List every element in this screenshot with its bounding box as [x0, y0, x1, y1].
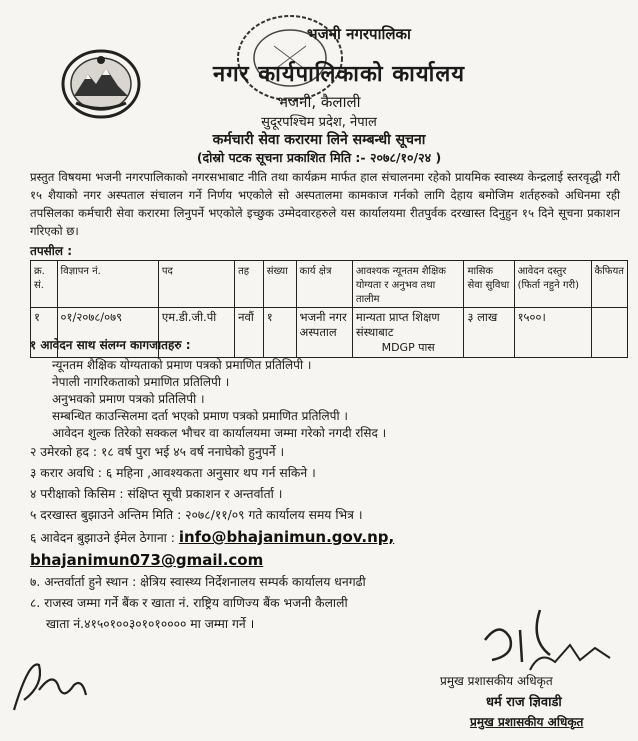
col-header-salary: मासिक सेवा सुविधा [464, 261, 514, 308]
table-header-row [31, 261, 628, 308]
cell-salary: ३ लाख [464, 308, 514, 358]
condition-interview: ७. अन्तर्वार्ता हुने स्थान : क्षेत्रिय स्वास्थ्य निर्देशनालय सम्पर्क कार्यालय धनगढी [30, 575, 366, 589]
docs-heading: १ आवेदन साथ संलग्न कागजातहरु : [30, 338, 191, 352]
org-name: भजनी नगरपालिका [307, 25, 411, 43]
condition-contract: ३ करार अवधि : ६ महिना ,आवश्यकता अनुसार थप गर्न सकिने । [30, 466, 316, 480]
col-header-level: तह [235, 261, 264, 308]
cell-level: नवौं [235, 308, 264, 358]
condition-deadline: ५ दरखास्त बुझाउने अन्तिम मिति : २०७८/११/०९ गते कार्यालय समय भित्र । [30, 508, 363, 522]
handwritten-signature-icon [4, 640, 94, 720]
cell-adv-no: ०१/२०७८/०७९ [57, 308, 158, 358]
col-header-post: पद [158, 261, 234, 308]
intro-paragraph: प्रस्तुत विषयमा भजनी नगरपालिकाको नगरसभाबाट नीति तथा कार्यक्रम मार्फत हाल संचालनमा रहेको प्रायमिक स्वास्थ्य केन्द्रलाई स्तरवृद्धी गरी १५ शैयाको नगर अस्पताल संचालन गर्ने निर्णय भएकोले सो अस्पतालमा कामकाज गर्नको लागि देहाय बमोजिम शर्तहरुको अधिनमा रही तपसिलका कर्मचारी सेवा करारमा लिनुपर्ने भएकोले इच्छुक उम्मेदवारहरुले यस कार्यालयमा रीतपुर्वक दरखास्त दिनुहुन १५ दिने सूचना प्रकाशन गरिएको छ। [30, 170, 620, 238]
email-label: ६ आवेदन बुझाउने ईमेल ठेगाना : [30, 531, 175, 545]
doc-item: नेपाली नागरिकताको प्रमाणित प्रतिलिपी । [52, 375, 230, 389]
qualification-degree: MDGP पास [381, 341, 435, 354]
cell-post: एम.डी.जी.पी [158, 308, 234, 358]
doc-item: न्यूनतम शैक्षिक योग्यताको प्रमाण पत्रको प्रमाणित प्रतिलिपी । [52, 358, 312, 372]
cell-fee: १५००। [514, 308, 591, 358]
condition-account: खाता नं.४१५०१००३०१०१०००० मा जम्मा गर्ने । [46, 617, 255, 631]
office-stamp-icon [230, 6, 350, 106]
details-label: तपसील : [30, 244, 72, 258]
cell-count: १ [263, 308, 296, 358]
signatory-name: धर्म राज ज्ञिवाडी [486, 695, 562, 710]
col-header-qualification: आवश्यक न्यूनतम शैक्षिक योग्यता र अनुभव तथा तालीम [352, 261, 464, 308]
doc-item: अनुभवको प्रमाण पत्रको प्रतिलिपी । [52, 392, 205, 406]
province-name: सुदूरपश्चिम प्रदेश, नेपाल [261, 115, 377, 130]
email-line-secondary [30, 549, 630, 572]
col-header-fee: आवेदन दस्तुर (फिर्ता नहुने गरी) [514, 261, 591, 308]
cell-sn: १ [31, 308, 58, 358]
col-header-area: कार्य क्षेत्र [296, 261, 352, 308]
col-header-remarks: कैफियत [591, 261, 627, 308]
col-header-count: संख्या [263, 261, 296, 308]
notice-subtitle: (दोस्रो पटक सूचना प्रकाशित मिति :- २०७८/१०/२४ ) [196, 150, 442, 165]
signatory-role-stamp: प्रमुख प्रशासकीय अधिकृत [470, 715, 584, 729]
doc-item: आवेदन शुल्क तिरेको सक्कल भौचर वा कार्यालयमा जम्मा गरेको नगदी रसिद । [52, 426, 387, 440]
municipality-address: भजनी, कैलाली [277, 93, 361, 111]
email-line [30, 526, 630, 549]
condition-age: २ उमेरको हद : १८ वर्ष पुरा भई ४५ वर्ष ननाघेको हुनुपर्ने । [30, 445, 285, 459]
condition-bank: ८. राजस्व जम्मा गर्ने बैंक र खाता नं. राष्ट्रिय वाणिज्य बैंक भजनी कैलाली [30, 596, 348, 610]
cell-area: भजनी नगर अस्पताल [296, 308, 352, 358]
signatory-role: प्रमुख प्रशासकीय अधिकृत [440, 674, 553, 688]
col-header-sn: क्र. सं. [31, 261, 58, 308]
email-link-secondary[interactable]: bhajanimun073@gmail.com [30, 551, 264, 569]
office-title: नगर कार्यपालिकाको कार्यालय [213, 62, 465, 87]
qualification-text: मान्यता प्राप्त शिक्षण संस्थाबाट [355, 310, 440, 339]
conditions-section [30, 336, 630, 635]
doc-item: सम्बन्धित काउन्सिलमा दर्ता भएको प्रमाण पत्रको प्रमाणित प्रतिलिपी । [52, 409, 348, 423]
notice-title: कर्मचारी सेवा करारमा लिने सम्बन्धी सूचना [212, 132, 426, 148]
col-header-adv-no: विज्ञापन नं. [57, 261, 158, 308]
email-link-primary[interactable]: info@bhajanimun.gov.np, [178, 528, 395, 546]
condition-exam: ४ परीक्षाको किसिम : संक्षिप्त सूची प्रकाशन र अन्तर्वार्ता । [30, 487, 283, 501]
